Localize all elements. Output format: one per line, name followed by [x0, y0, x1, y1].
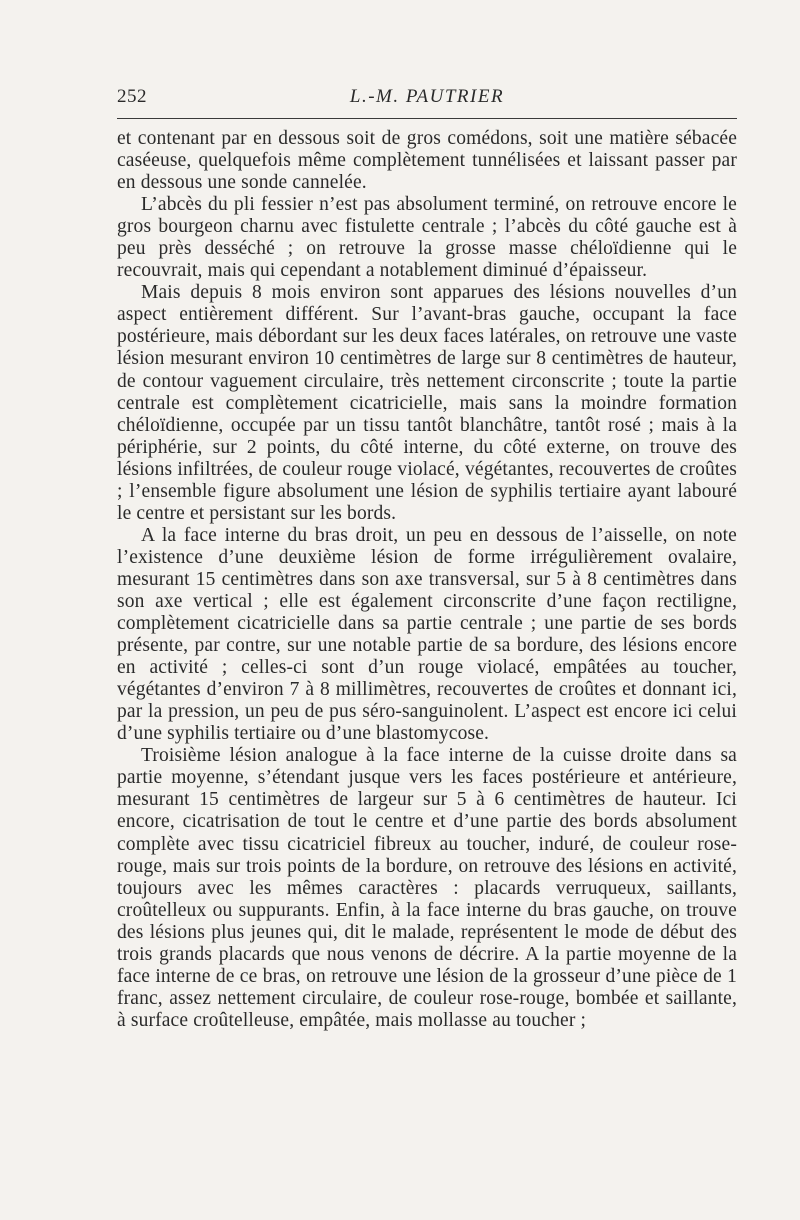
- running-head: L.-M. PAUTRIER: [349, 86, 505, 107]
- page-header: [117, 86, 737, 110]
- paragraph-1: et contenant par en dessous soit de gros comédons, soit une matière sébacée caséeuse, quelquefois même complètement tunnélisées et laissant passer par en dessous une sonde cannelée.: [117, 128, 737, 194]
- body-text: [117, 128, 737, 1032]
- page-number: 252: [117, 86, 147, 107]
- header-rule: [117, 118, 737, 119]
- paragraph-5: Troisième lésion analogue à la face interne de la cuisse droite dans sa partie moyenne, s’étendant jusque vers les faces postérieure et antérieure, mesurant 15 centimètres de largeur sur 5 à 6 centimètres de hauteur. Ici encore, cicatrisation de tout le centre et d’une partie des bords absolument complète avec tissu cicatriciel fibreux au toucher, induré, de couleur rose-rouge, mais sur trois points de la bordure, on retrouve des lésions en activité, toujours avec les mêmes caractères : placards verruqueux, saillants, croûtelleux ou suppurants. Enfin, à la face interne du bras gauche, on trouve des lésions plus jeunes qui, dit le malade, représentent le mode de début des trois grands placards que nous venons de décrire. A la partie moyenne de la face interne de ce bras, on retrouve une lésion de la grosseur d’une pièce de 1 franc, assez nettement circulaire, de couleur rose-rouge, bombée et saillante, à surface croûtelleuse, empâtée, mais mollasse au toucher ;: [117, 745, 737, 1031]
- paragraph-4: A la face interne du bras droit, un peu en dessous de l’aisselle, on note l’existence d’une deuxième lésion de forme irrégulièrement ovalaire, mesurant 15 centimètres dans son axe transversal, sur 5 à 8 centimètres dans son axe vertical ; elle est également circonscrite d’une façon rectiligne, complètement cicatricielle dans sa partie centrale ; une partie de ses bords présente, par contre, sur une notable partie de sa bordure, des lésions encore en activité ; celles-ci sont d’un rouge violacé, empâtées au toucher, végétantes d’environ 7 à 8 millimètres, recouvertes de croûtes et donnant ici, par la pression, un peu de pus séro-sanguinolent. L’aspect est encore ici celui d’une syphilis tertiaire ou d’une blastomycose.: [117, 524, 737, 745]
- paragraph-2: L’abcès du pli fessier n’est pas absolument terminé, on retrouve encore le gros bourgeon charnu avec fistulette centrale ; l’abcès du côté gauche est à peu près desséché ; on retrouve la grosse masse chéloïdienne qui le recouvrait, mais qui cependant a notablement diminué d’épaisseur.: [117, 194, 737, 282]
- paragraph-3: Mais depuis 8 mois environ sont apparues des lésions nouvelles d’un aspect entièrement différent. Sur l’avant-bras gauche, occupant la face postérieure, mais débordant sur les deux faces latérales, on retrouve une vaste lésion mesurant environ 10 centimètres de large sur 8 centimètres de hauteur, de contour vaguement circulaire, très nettement circonscrite ; toute la partie centrale est complètement cicatricielle, mais sans la moindre formation chéloïdienne, occupée par un tissu tantôt blanchâtre, tantôt rosé ; mais à la périphérie, sur 2 points, du côté interne, du côté externe, on trouve des lésions infiltrées, de couleur rouge violacé, végétantes, recouvertes de croûtes ; l’ensemble figure absolument une lésion de syphilis tertiaire ayant labouré le centre et persistant sur les bords.: [117, 282, 737, 524]
